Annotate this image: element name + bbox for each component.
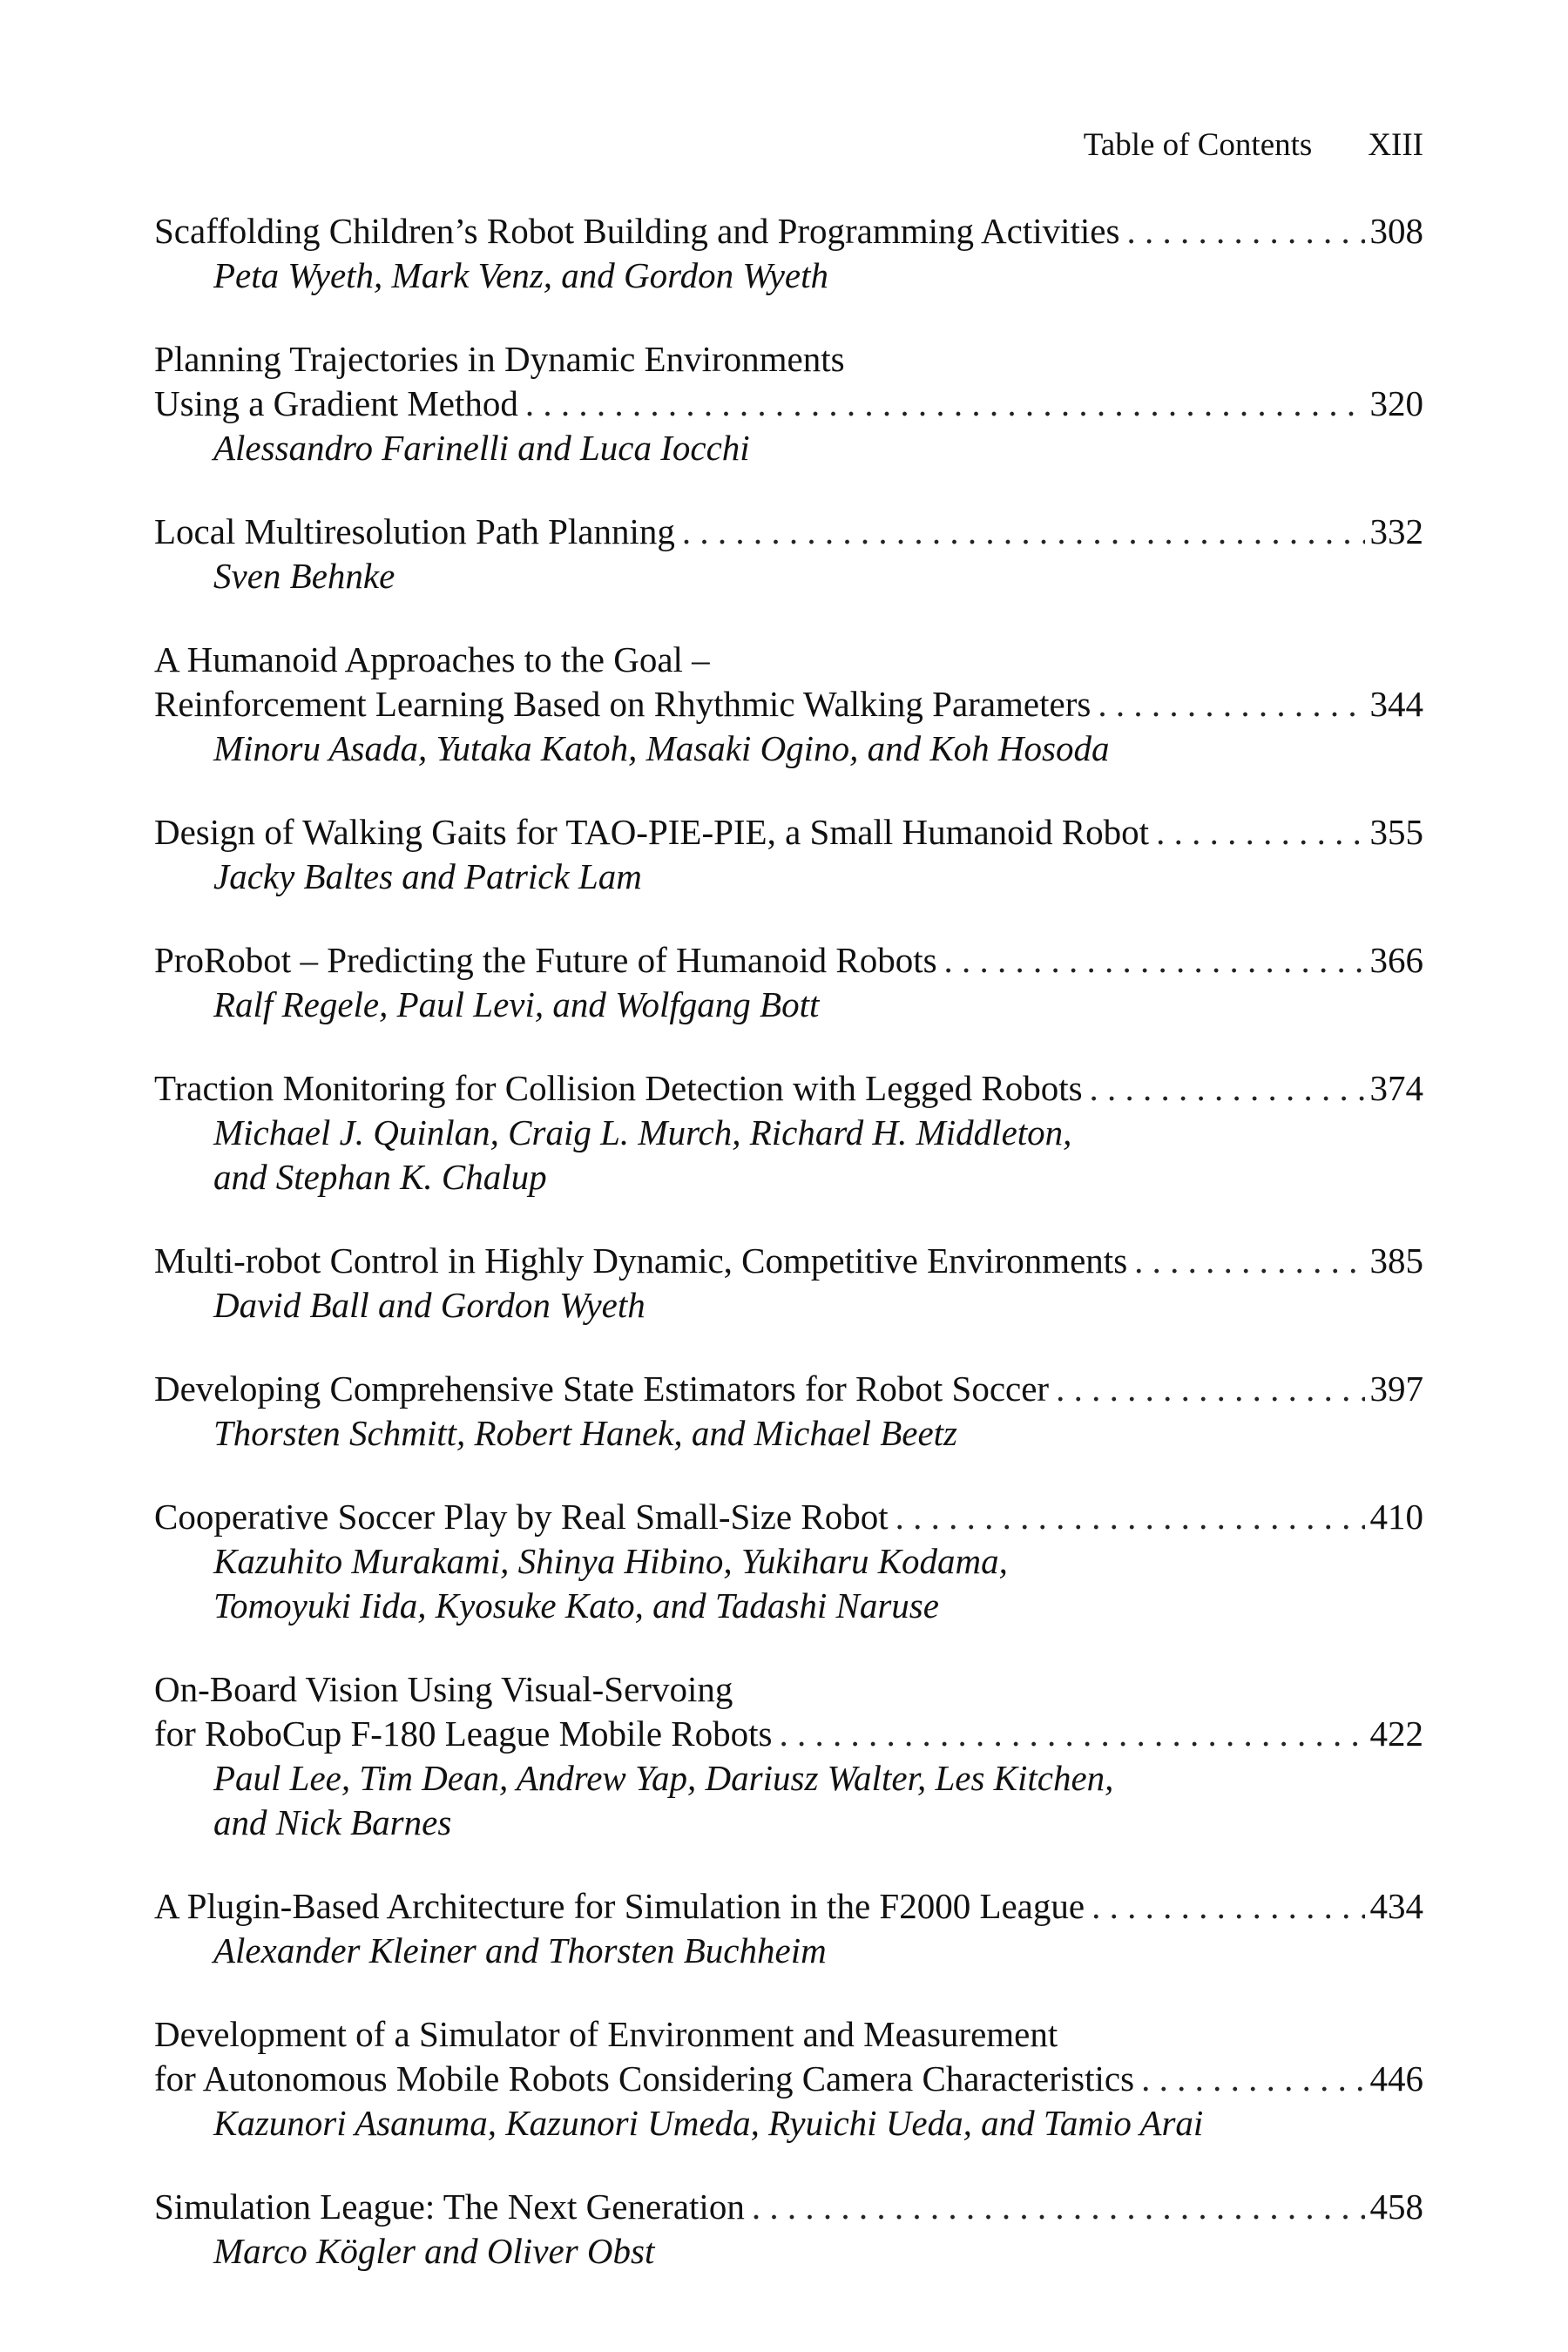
toc-entry-title: Traction Monitoring for Collision Detection with Legged Robots bbox=[154, 1068, 1083, 1108]
toc-entry-title-line bbox=[154, 2057, 1423, 2101]
toc-entry-title: Scaffolding Children’s Robot Building and Programming Activities bbox=[154, 211, 1120, 251]
toc-entry-authors bbox=[154, 554, 1423, 598]
running-head-page-number: XIII bbox=[1368, 127, 1423, 163]
toc-entry-title-line bbox=[154, 938, 1423, 983]
toc-entry-title: On-Board Vision Using Visual-Servoing bbox=[154, 1669, 733, 1709]
toc-entry-authors bbox=[154, 1756, 1423, 1845]
toc-entry-page-number: 366 bbox=[1369, 940, 1423, 980]
toc-entry-title: Simulation League: The Next Generation bbox=[154, 2186, 745, 2227]
toc-entry-page-number: 355 bbox=[1369, 812, 1423, 852]
toc-entry-author-line: Peta Wyeth, Mark Venz, and Gordon Wyeth bbox=[213, 255, 828, 295]
toc-entry bbox=[154, 337, 1423, 470]
dot-leader bbox=[525, 382, 1365, 426]
toc-entry-authors bbox=[154, 426, 1423, 470]
toc-entry bbox=[154, 1066, 1423, 1200]
toc-entry-author-line: Jacky Baltes and Patrick Lam bbox=[213, 856, 642, 896]
toc-entry-authors bbox=[154, 1539, 1423, 1628]
toc-entry-page-number: 344 bbox=[1369, 684, 1423, 724]
toc-entry-title: for RoboCup F-180 League Mobile Robots bbox=[154, 1713, 773, 1754]
running-head bbox=[993, 126, 1423, 179]
toc-entry-title: for Autonomous Mobile Robots Considering Camera Characteristics bbox=[154, 2058, 1135, 2099]
dot-leader bbox=[752, 2185, 1365, 2229]
toc-entry-author-line: Ralf Regele, Paul Levi, and Wolfgang Bott bbox=[213, 984, 820, 1024]
dot-leader bbox=[1141, 2057, 1364, 2101]
dot-leader bbox=[779, 1712, 1364, 1756]
toc-entry-title: Developing Comprehensive State Estimators for Robot Soccer bbox=[154, 1369, 1050, 1409]
toc-entry-author-line: Paul Lee, Tim Dean, Andrew Yap, Dariusz Walter, Les Kitchen, bbox=[213, 1758, 1114, 1798]
toc-entry-title: A Plugin-Based Architecture for Simulation in the F2000 League bbox=[154, 1886, 1085, 1926]
toc-entry-authors bbox=[154, 2101, 1423, 2146]
dot-leader bbox=[1134, 1239, 1364, 1283]
toc-entry-title: Reinforcement Learning Based on Rhythmic Walking Parameters bbox=[154, 684, 1092, 724]
toc-entry bbox=[154, 810, 1423, 899]
dot-leader bbox=[944, 938, 1365, 983]
table-of-contents bbox=[154, 209, 1423, 2313]
toc-entry bbox=[154, 1367, 1423, 1456]
toc-entry-author-line: Kazunori Asanuma, Kazunori Umeda, Ryuichi Ueda, and Tamio Arai bbox=[213, 2103, 1204, 2143]
toc-entry-page-number: 458 bbox=[1369, 2186, 1423, 2227]
toc-entry-title-line bbox=[154, 2012, 1423, 2057]
toc-entry-page-number: 410 bbox=[1369, 1497, 1423, 1537]
toc-entry-title-line bbox=[154, 510, 1423, 554]
toc-entry-authors bbox=[154, 1929, 1423, 1973]
dot-leader bbox=[682, 510, 1365, 554]
toc-entry-author-line: David Ball and Gordon Wyeth bbox=[213, 1285, 645, 1325]
toc-entry-author-line: Michael J. Quinlan, Craig L. Murch, Richard H. Middleton, bbox=[213, 1112, 1072, 1152]
toc-entry-author-line: Alexander Kleiner and Thorsten Buchheim bbox=[213, 1930, 827, 1970]
toc-entry-title-line bbox=[154, 1495, 1423, 1539]
toc-entry-page-number: 374 bbox=[1369, 1068, 1423, 1108]
toc-entry-title-line bbox=[154, 1066, 1423, 1111]
toc-entry-title: Multi-robot Control in Highly Dynamic, Competitive Environments bbox=[154, 1240, 1128, 1281]
toc-entry-title-line bbox=[154, 1239, 1423, 1283]
toc-entry-page-number: 332 bbox=[1369, 511, 1423, 551]
toc-entry-title: Design of Walking Gaits for TAO-PIE-PIE, a Small Humanoid Robot bbox=[154, 812, 1150, 852]
toc-entry bbox=[154, 938, 1423, 1027]
dot-leader bbox=[1156, 810, 1364, 855]
toc-entry-title: Development of a Simulator of Environment and Measurement bbox=[154, 2014, 1058, 2054]
toc-entry-authors bbox=[154, 253, 1423, 298]
dot-leader bbox=[1126, 209, 1364, 253]
toc-entry-title-line bbox=[154, 209, 1423, 253]
dot-leader bbox=[1092, 1884, 1364, 1929]
toc-entry-title-line bbox=[154, 1712, 1423, 1756]
toc-entry-title-line bbox=[154, 638, 1423, 682]
toc-entry-author-line: Sven Behnke bbox=[213, 556, 395, 596]
toc-entry-author-line: and Stephan K. Chalup bbox=[213, 1157, 547, 1197]
toc-entry-page-number: 397 bbox=[1369, 1369, 1423, 1409]
toc-entry-title-line bbox=[154, 382, 1423, 426]
toc-entry bbox=[154, 510, 1423, 598]
toc-entry bbox=[154, 1884, 1423, 1973]
toc-entry-page-number: 308 bbox=[1369, 211, 1423, 251]
toc-entry-author-line: Kazuhito Murakami, Shinya Hibino, Yukiharu Kodama, bbox=[213, 1541, 1008, 1581]
toc-entry-authors bbox=[154, 983, 1423, 1027]
toc-entry-authors bbox=[154, 855, 1423, 899]
toc-entry-title: Cooperative Soccer Play by Real Small-Size Robot bbox=[154, 1497, 889, 1537]
toc-entry-author-line: Thorsten Schmitt, Robert Hanek, and Michael Beetz bbox=[213, 1413, 957, 1453]
toc-entry-authors bbox=[154, 2229, 1423, 2274]
toc-entry bbox=[154, 638, 1423, 771]
toc-entry-title: A Humanoid Approaches to the Goal – bbox=[154, 639, 710, 679]
dot-leader bbox=[1090, 1066, 1365, 1111]
running-head-title: Table of Contents bbox=[1083, 127, 1313, 163]
toc-entry-page-number: 422 bbox=[1369, 1713, 1423, 1754]
toc-entry-author-line: Tomoyuki Iida, Kyosuke Kato, and Tadashi Naruse bbox=[213, 1585, 939, 1625]
toc-entry bbox=[154, 2012, 1423, 2146]
toc-entry-authors bbox=[154, 727, 1423, 771]
toc-entry-page-number: 320 bbox=[1369, 383, 1423, 423]
toc-entry-page-number: 434 bbox=[1369, 1886, 1423, 1926]
toc-entry bbox=[154, 209, 1423, 298]
toc-entry-title-line bbox=[154, 810, 1423, 855]
toc-entry-author-line: Alessandro Farinelli and Luca Iocchi bbox=[213, 428, 750, 468]
toc-entry-page-number: 385 bbox=[1369, 1240, 1423, 1281]
toc-entry bbox=[154, 1239, 1423, 1328]
toc-entry-author-line: Minoru Asada, Yutaka Katoh, Masaki Ogino, and Koh Hosoda bbox=[213, 728, 1110, 768]
dot-leader bbox=[1098, 682, 1364, 727]
toc-entry-title-line bbox=[154, 2185, 1423, 2229]
dot-leader bbox=[896, 1495, 1365, 1539]
toc-entry-title-line bbox=[154, 1667, 1423, 1712]
toc-entry-title-line bbox=[154, 337, 1423, 382]
toc-entry-title: Local Multiresolution Path Planning bbox=[154, 511, 675, 551]
toc-entry-page-number: 446 bbox=[1369, 2058, 1423, 2099]
toc-entry bbox=[154, 1495, 1423, 1628]
toc-entry-author-line: and Nick Barnes bbox=[213, 1802, 452, 1842]
toc-entry-authors bbox=[154, 1283, 1423, 1328]
toc-entry-title-line bbox=[154, 682, 1423, 727]
toc-entry-title: Planning Trajectories in Dynamic Environments bbox=[154, 339, 845, 379]
toc-entry-title: Using a Gradient Method bbox=[154, 383, 518, 423]
toc-entry-author-line: Marco Kögler and Oliver Obst bbox=[213, 2231, 655, 2271]
toc-entry bbox=[154, 1667, 1423, 1845]
dot-leader bbox=[1056, 1367, 1364, 1411]
toc-entry-authors bbox=[154, 1111, 1423, 1200]
toc-entry-title: ProRobot – Predicting the Future of Humanoid Robots bbox=[154, 940, 937, 980]
toc-entry-title-line bbox=[154, 1367, 1423, 1411]
toc-entry-title-line bbox=[154, 1884, 1423, 1929]
toc-entry-authors bbox=[154, 1411, 1423, 1456]
toc-entry bbox=[154, 2185, 1423, 2274]
